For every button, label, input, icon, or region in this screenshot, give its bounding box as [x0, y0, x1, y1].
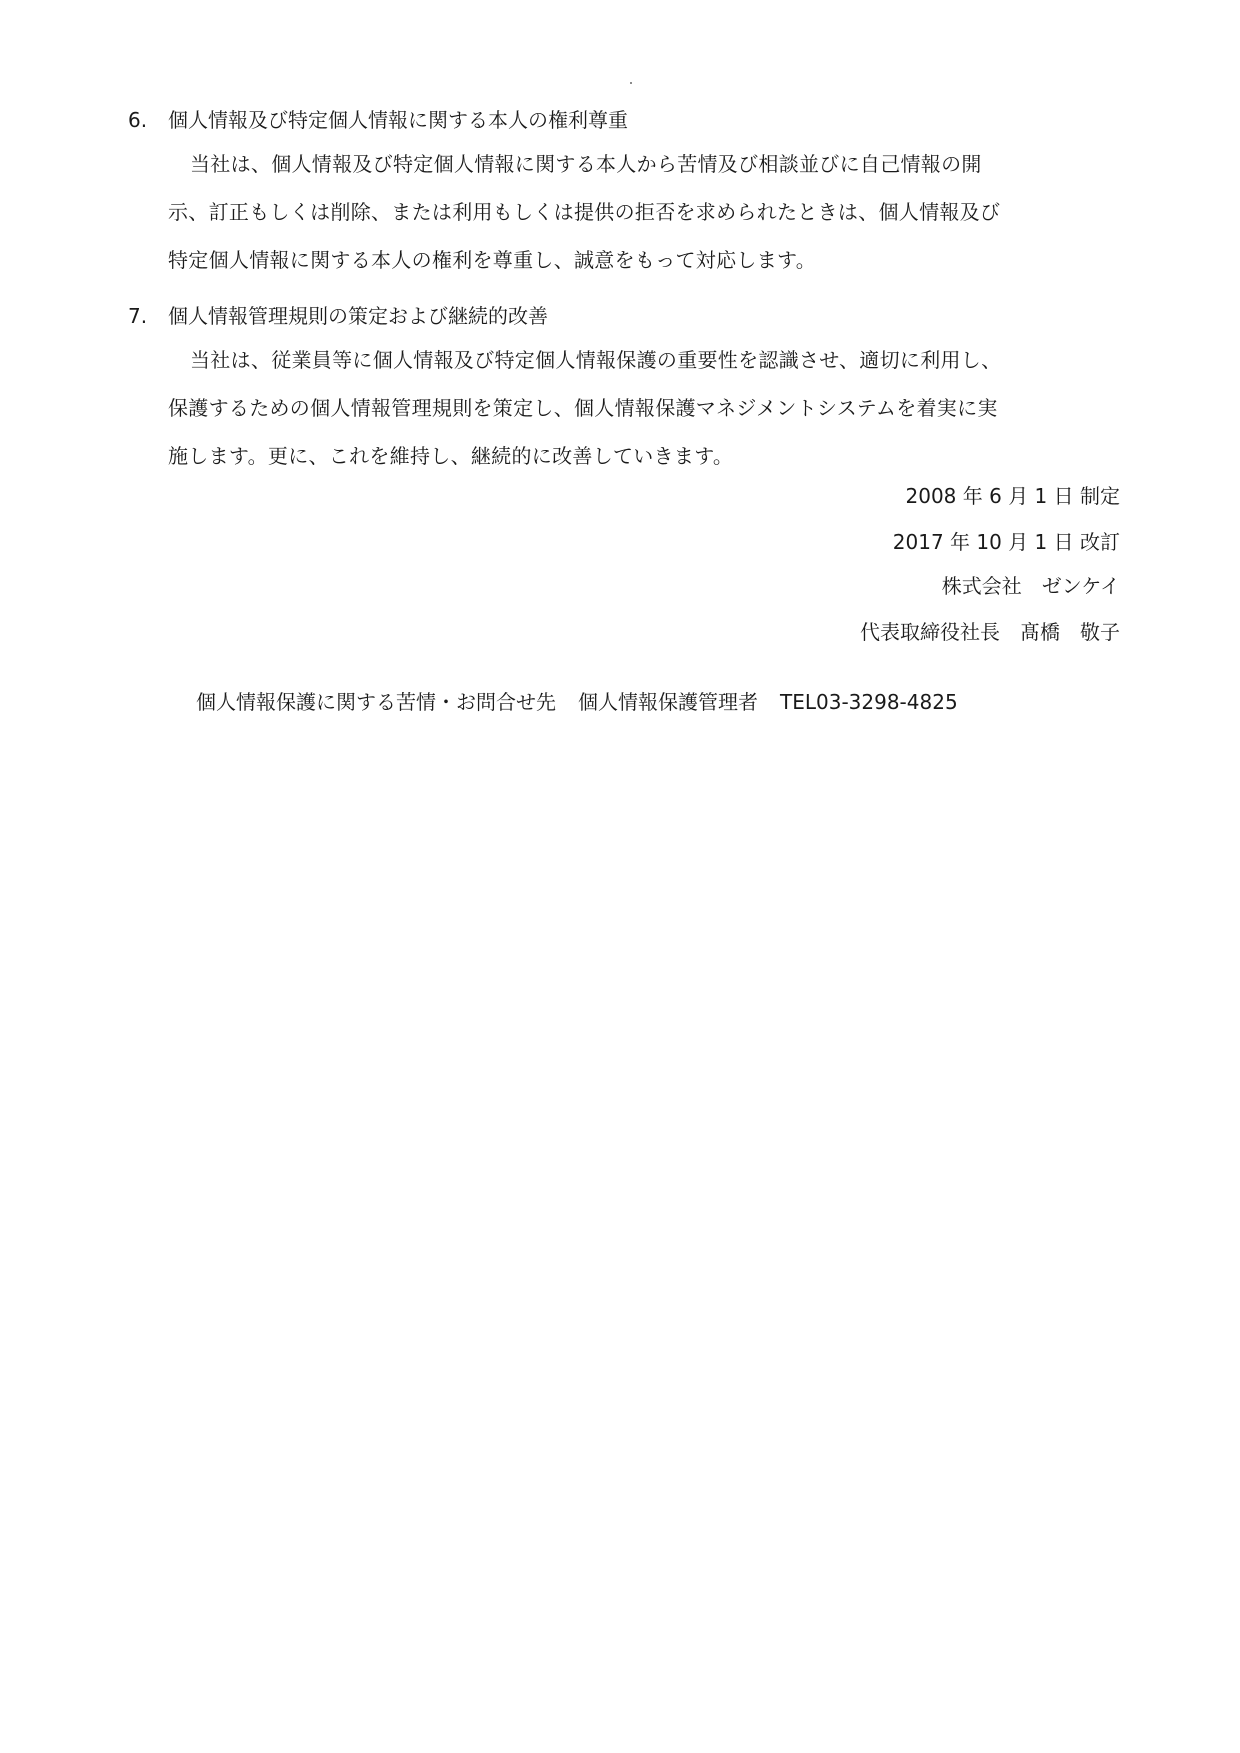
- section-7-heading: [128, 302, 548, 330]
- section-7-number: 7.: [128, 304, 148, 328]
- section-7-title: 個人情報管理規則の策定および継続的改善: [168, 304, 548, 328]
- section-7-line-1: 当社は、従業員等に個人情報及び特定個人情報保護の重要性を認識させ、適切に利用し、: [190, 348, 1002, 372]
- revised-date: 2017 年 10 月 1 日 改訂: [892, 530, 1120, 554]
- scan-speck: [630, 82, 632, 84]
- company-name: 株式会社 ゼンケイ: [941, 574, 1120, 598]
- section-6-heading: [128, 106, 628, 134]
- section-7-line-3: 施します。更に、これを維持し、継続的に改善していきます。: [168, 444, 734, 468]
- section-6-line-1: 当社は、個人情報及び特定個人情報に関する本人から苦情及び相談並びに自己情報の開: [190, 152, 982, 176]
- contact-tel: TEL03-3298-4825: [780, 690, 958, 714]
- contact-line: [196, 688, 958, 716]
- section-6-number: 6.: [128, 108, 148, 132]
- contact-manager: 個人情報保護管理者: [578, 690, 758, 714]
- section-6-title: 個人情報及び特定個人情報に関する本人の権利尊重: [168, 108, 628, 132]
- section-6-line-3: 特定個人情報に関する本人の権利を尊重し、誠意をもって対応します。: [168, 248, 816, 272]
- section-6-line-2: 示、訂正もしくは削除、または利用もしくは提供の拒否を求められたときは、個人情報及び: [168, 200, 1001, 224]
- established-date: 2008 年 6 月 1 日 制定: [905, 484, 1120, 508]
- representative-name: 代表取締役社長 髙橋 敬子: [860, 620, 1120, 644]
- contact-label: 個人情報保護に関する苦情・お問合せ先: [196, 690, 556, 714]
- section-7-line-2: 保護するための個人情報管理規則を策定し、個人情報保護マネジメントシステムを着実に実: [168, 396, 998, 420]
